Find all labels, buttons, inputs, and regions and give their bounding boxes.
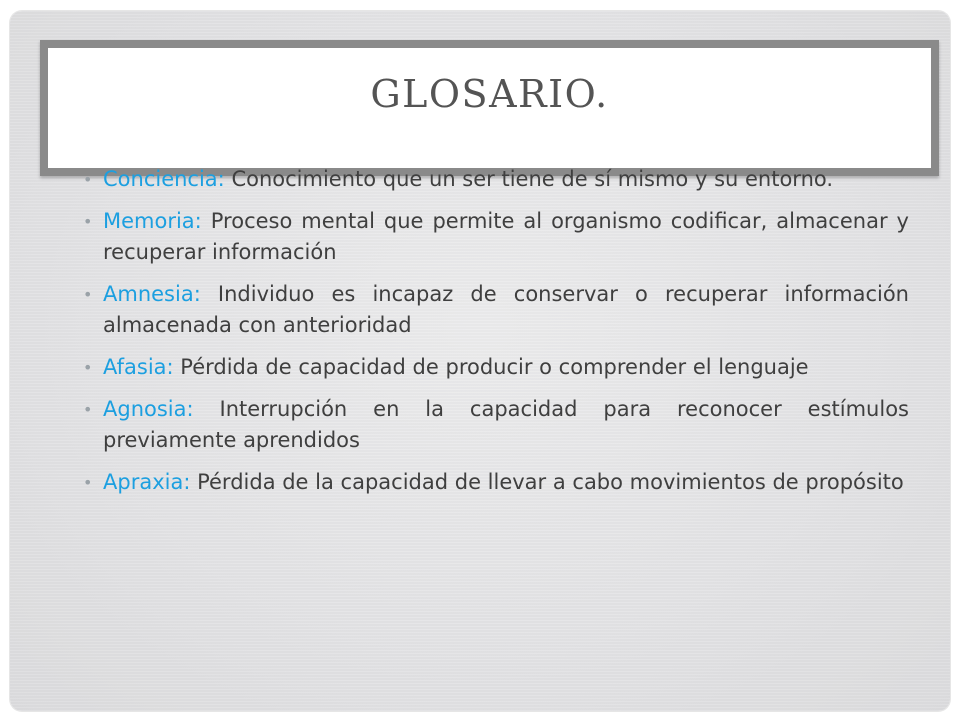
glossary-term: Memoria: xyxy=(103,209,202,233)
bullet-icon: • xyxy=(83,212,93,231)
bullet-icon: • xyxy=(83,473,93,492)
glossary-term: Afasia: xyxy=(103,355,174,379)
glossary-entry-amnesia xyxy=(83,279,909,341)
bullet-icon: • xyxy=(83,285,93,304)
glossary-entry-agnosia xyxy=(83,394,909,456)
glossary-list xyxy=(83,164,909,509)
glossary-entry-afasia xyxy=(83,352,909,383)
bullet-icon: • xyxy=(83,400,93,419)
slide-title: GLOSARIO. xyxy=(370,72,609,116)
glossary-definition: Individuo es incapaz de conservar o recuperar información almacenada con anterioridad xyxy=(103,282,909,337)
glossary-entry-conciencia xyxy=(83,164,909,195)
slide xyxy=(10,11,950,711)
glossary-definition: Interrupción en la capacidad para reconocer estímulos previamente aprendidos xyxy=(103,397,909,452)
glossary-definition: Pérdida de capacidad de producir o comprender el lenguaje xyxy=(180,355,809,379)
glossary-term: Conciencia: xyxy=(103,167,225,191)
bullet-icon: • xyxy=(83,170,93,189)
bullet-icon: • xyxy=(83,358,93,377)
title-box xyxy=(40,40,939,176)
glossary-entry-memoria xyxy=(83,206,909,268)
glossary-term: Amnesia: xyxy=(103,282,201,306)
glossary-definition: Proceso mental que permite al organismo codificar, almacenar y recuperar información xyxy=(103,209,909,264)
glossary-term: Agnosia: xyxy=(103,397,194,421)
glossary-definition: Pérdida de la capacidad de llevar a cabo movimientos de propósito xyxy=(197,470,904,494)
glossary-entry-apraxia xyxy=(83,467,909,498)
glossary-definition: Conocimiento que un ser tiene de sí mismo y su entorno. xyxy=(231,167,834,191)
glossary-term: Apraxia: xyxy=(103,470,191,494)
